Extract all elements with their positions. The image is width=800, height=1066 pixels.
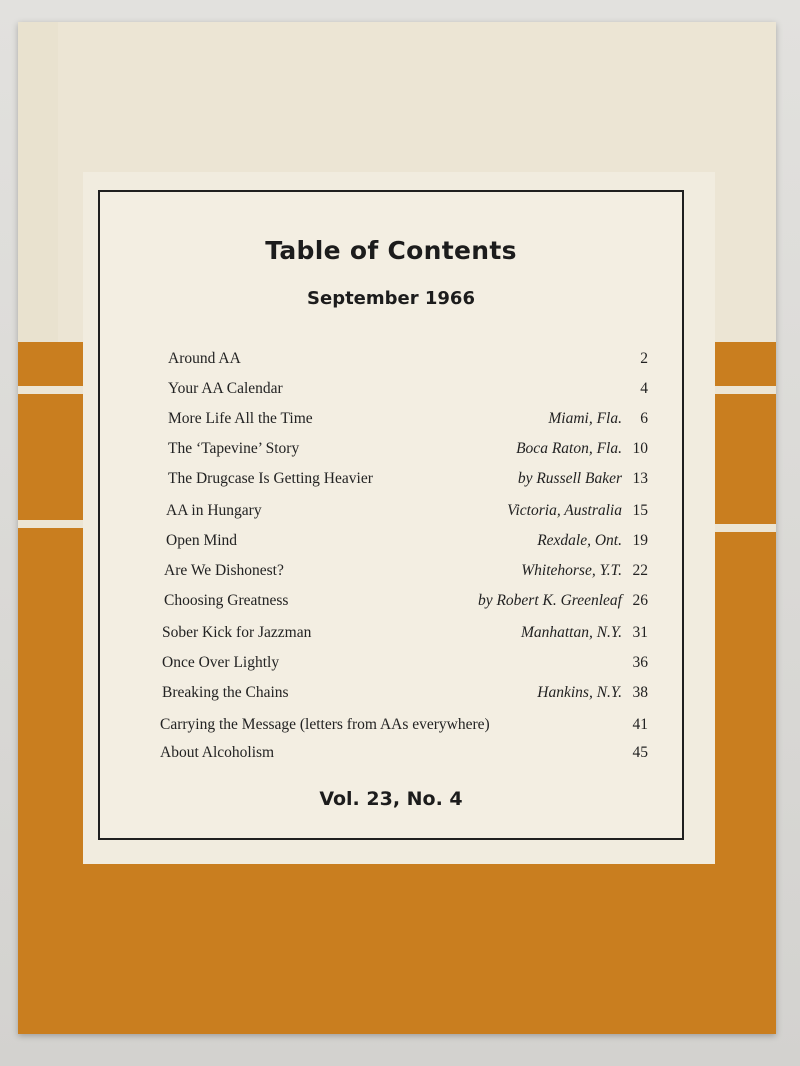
cover-stripe-right-2 — [708, 524, 776, 532]
cover-cream-edge — [18, 22, 58, 342]
toc-entry-title: AA in Hungary — [166, 502, 262, 519]
toc-entries — [100, 192, 682, 838]
toc-entry-title: Are We Dishonest? — [164, 562, 284, 579]
toc-entry-title: Choosing Greatness — [164, 592, 289, 609]
toc-entry-title: Carrying the Message (letters from AAs everywhere) — [160, 716, 490, 733]
toc-entry-page: 22 — [632, 562, 648, 579]
toc-entry-location: by Robert K. Greenleaf — [477, 592, 622, 609]
toc-entry — [168, 410, 648, 432]
toc-entry-title: Open Mind — [166, 532, 238, 549]
toc-entry-page: 10 — [632, 440, 648, 457]
cover-stripe-left-2 — [18, 520, 90, 528]
toc-entry — [162, 654, 648, 676]
toc-issue-date: September 1966 — [307, 288, 475, 309]
magazine-back-cover — [18, 22, 776, 1034]
toc-entry — [160, 716, 648, 738]
toc-entry — [160, 744, 648, 766]
toc-entry-page: 38 — [632, 684, 648, 701]
toc-title: Table of Contents — [265, 236, 517, 265]
toc-entry-title: The Drugcase Is Getting Heavier — [168, 470, 373, 487]
toc-entry — [164, 562, 648, 584]
toc-entry — [168, 470, 648, 492]
toc-entry-page: 4 — [640, 380, 648, 397]
toc-entry-title: The ‘Tapevine’ Story — [168, 440, 300, 457]
toc-entry-page: 36 — [632, 654, 648, 671]
toc-entry-title: Your AA Calendar — [168, 380, 283, 397]
table-of-contents-box — [98, 190, 684, 840]
toc-entry-title: More Life All the Time — [168, 410, 313, 427]
cover-stripe-left-1 — [18, 386, 90, 394]
toc-entry-title: About Alcoholism — [160, 744, 275, 761]
toc-entry — [168, 380, 648, 402]
toc-entry-page: 2 — [640, 350, 648, 367]
toc-entry-title: Breaking the Chains — [162, 684, 289, 701]
toc-entry-page: 31 — [632, 624, 648, 641]
toc-entry-page: 19 — [632, 532, 648, 549]
toc-entry — [162, 684, 648, 706]
toc-entry-page: 45 — [632, 744, 648, 761]
toc-entry-location: Boca Raton, Fla. — [516, 440, 622, 457]
toc-entry-page: 6 — [640, 410, 648, 427]
toc-entry-page: 13 — [632, 470, 648, 487]
toc-entry-location: Whitehorse, Y.T. — [521, 562, 622, 579]
toc-entry — [168, 440, 648, 462]
toc-entry-location: Miami, Fla. — [548, 410, 622, 427]
toc-entry-title: Once Over Lightly — [162, 654, 280, 671]
toc-entry — [166, 502, 648, 524]
toc-entry-page: 41 — [632, 716, 648, 733]
toc-entry — [164, 592, 648, 614]
toc-entry-page: 15 — [632, 502, 648, 519]
toc-entry — [166, 532, 648, 554]
toc-entry-location: Manhattan, N.Y. — [520, 624, 622, 641]
toc-entry — [168, 350, 648, 372]
toc-volume-number: Vol. 23, No. 4 — [319, 788, 463, 810]
toc-entry-page: 26 — [632, 592, 648, 609]
toc-entry-location: Victoria, Australia — [507, 502, 622, 519]
toc-entry-location: Rexdale, Ont. — [537, 532, 622, 549]
toc-entry-title: Around AA — [168, 350, 241, 367]
toc-entry-title: Sober Kick for Jazzman — [162, 624, 312, 641]
toc-entry-location: Hankins, N.Y. — [537, 684, 622, 701]
toc-entry-location: by Russell Baker — [517, 470, 622, 487]
cover-stripe-right-1 — [708, 386, 776, 394]
toc-entry — [162, 624, 648, 646]
